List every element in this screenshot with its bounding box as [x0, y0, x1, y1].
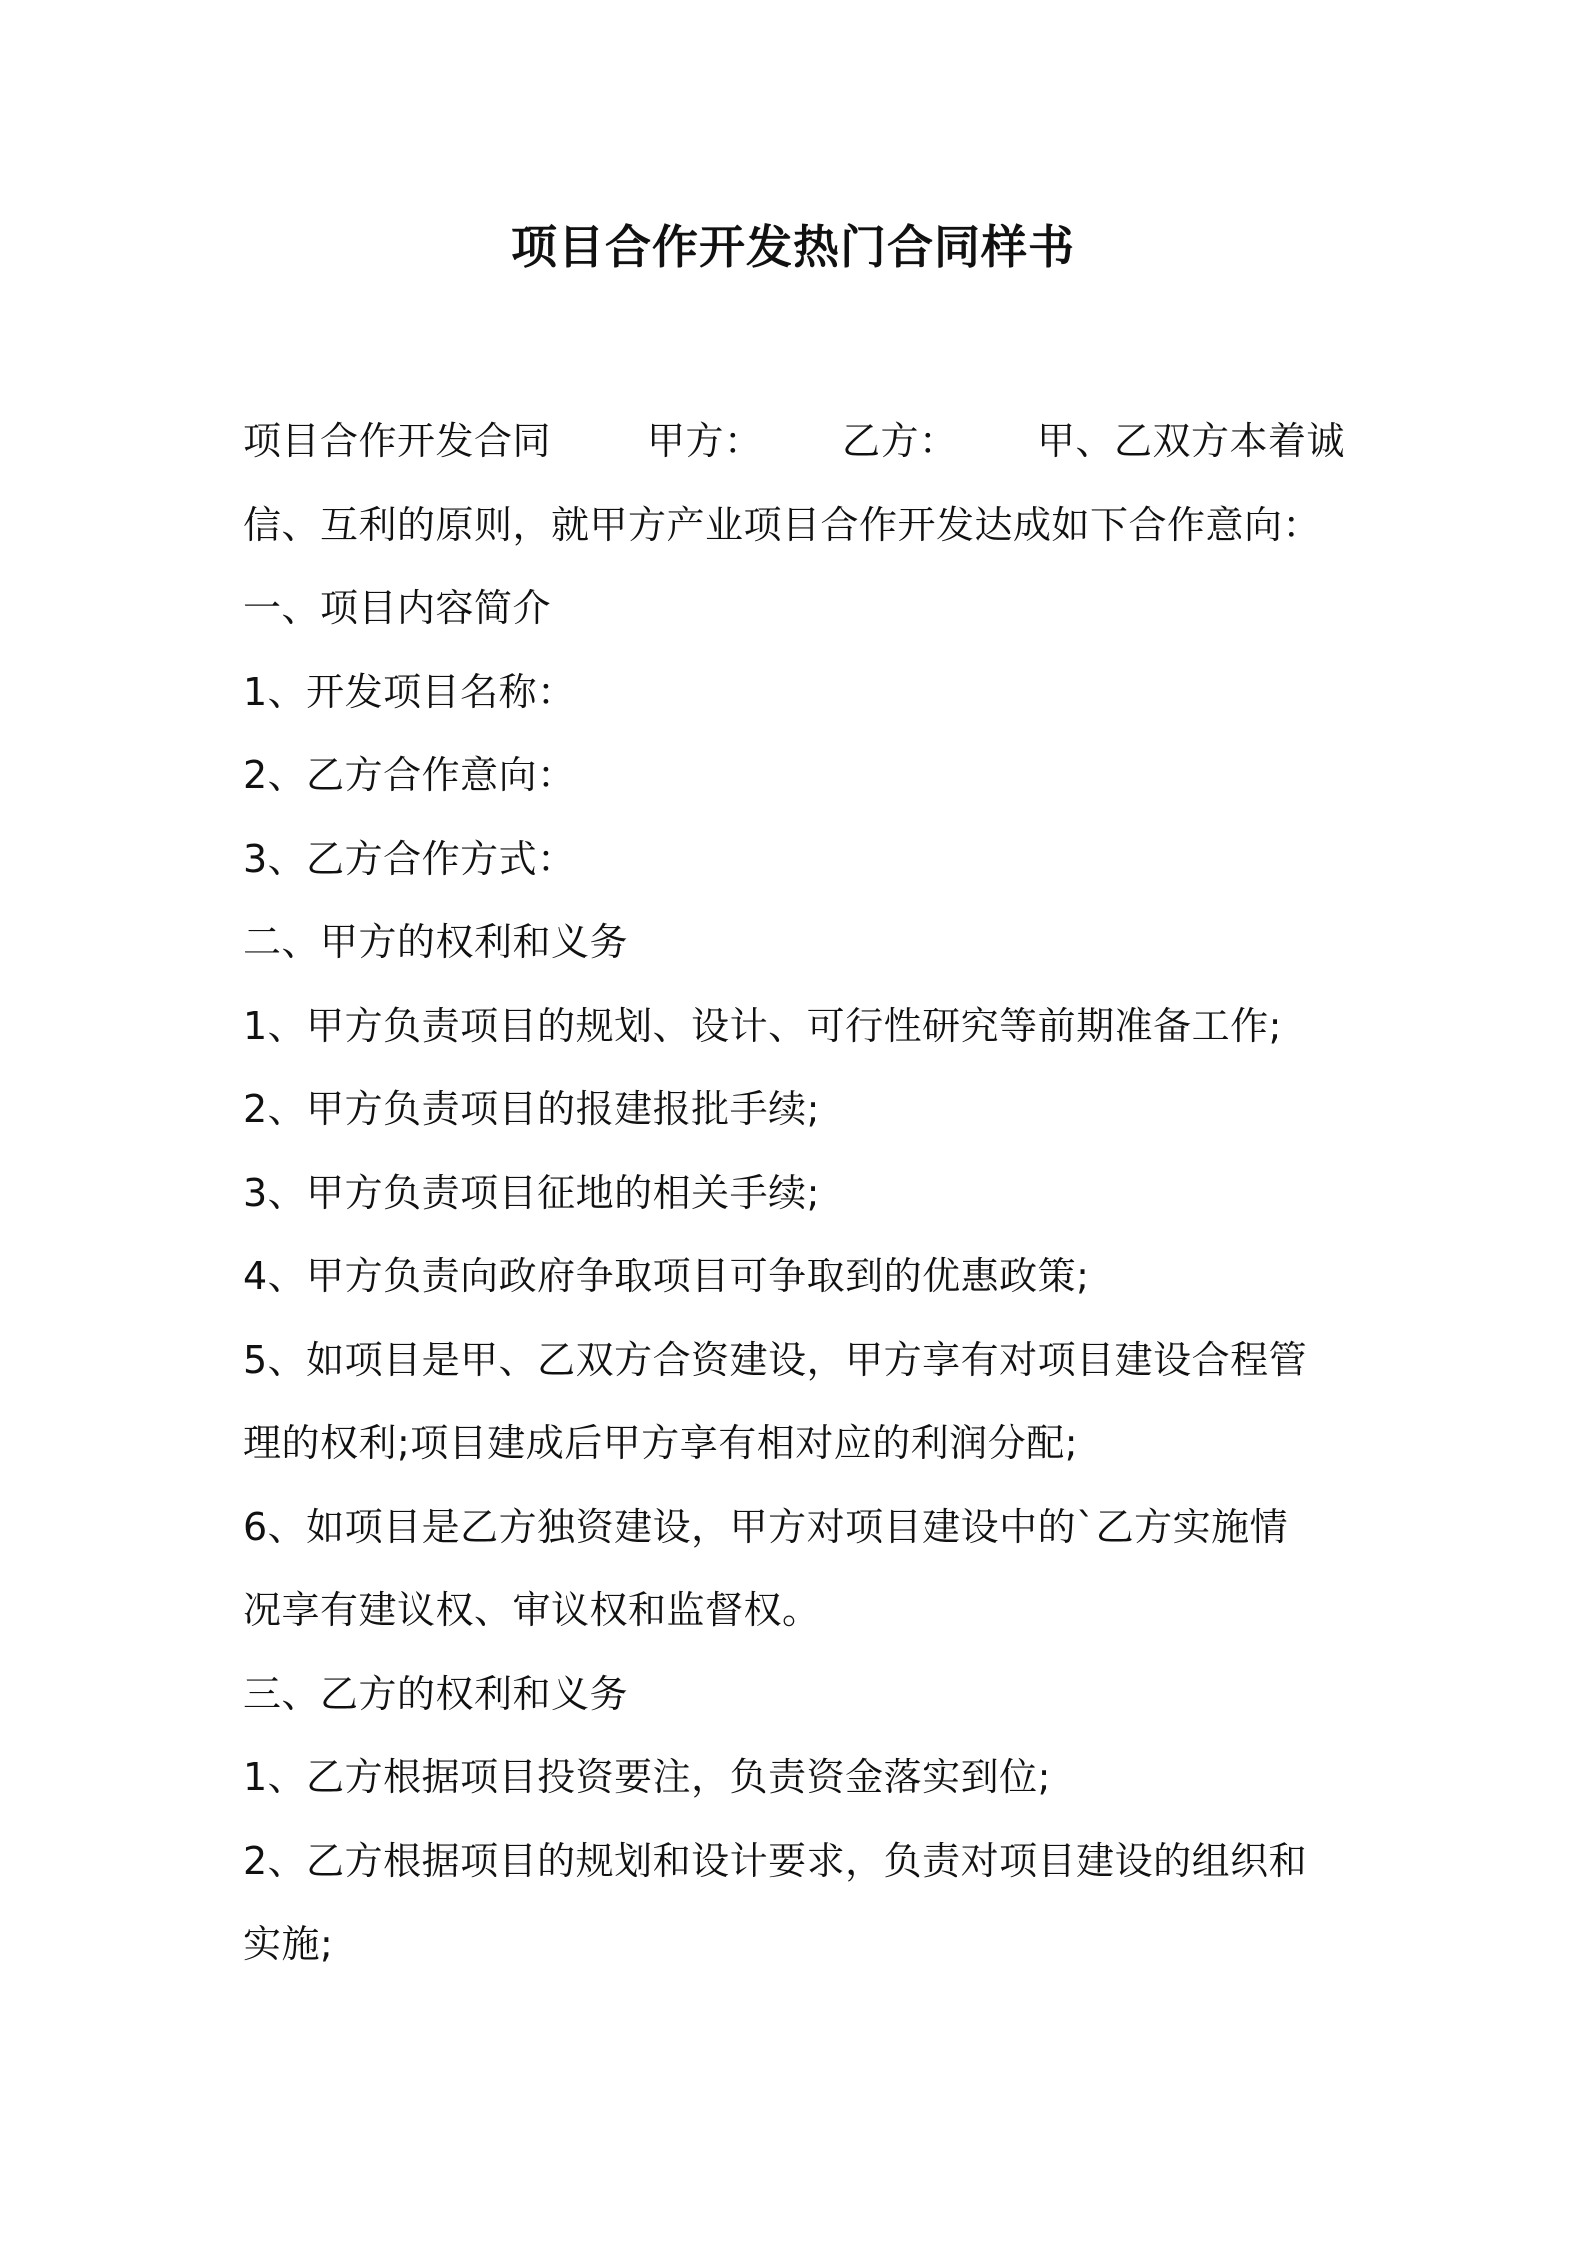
clause-line: 况享有建议权、审议权和监督权。 [243, 1588, 821, 1632]
intro-start: 甲、乙双方本着诚 [1037, 419, 1346, 463]
clause-line: 1、开发项目名称： [243, 669, 576, 714]
clause-line: 实施; [243, 1922, 334, 1966]
document-body [243, 400, 1353, 1987]
clause-line: 2、乙方根据项目的规划和设计要求，负责对项目建设的组织和 [243, 1838, 1308, 1883]
clause-line: 1、甲方负责项目的规划、设计、可行性研究等前期准备工作; [243, 1003, 1282, 1048]
clause-line: 5、如项目是甲、乙双方合资建设，甲方享有对项目建设合程管 [243, 1337, 1308, 1382]
contract-name: 项目合作开发合同 [243, 419, 552, 463]
clause-line: 3、乙方合作方式： [243, 836, 576, 881]
intro-line-2: 信、互利的原则，就甲方产业项目合作开发达成如下合作意向： [243, 502, 1322, 547]
section-heading-2: 二、甲方的权利和义务 [243, 920, 629, 964]
document-title: 项目合作开发热门合同样书 [511, 220, 1075, 274]
section-heading-3: 三、乙方的权利和义务 [243, 1671, 629, 1716]
clause-line: 6、如项目是乙方独资建设，甲方对项目建设中的`乙方实施情 [243, 1504, 1289, 1549]
clause-line: 理的权利;项目建成后甲方享有相对应的利润分配; [243, 1421, 1079, 1465]
clause-line: 4、甲方负责向政府争取项目可争取到的优惠政策; [243, 1254, 1090, 1298]
clause-line: 3、甲方负责项目征地的相关手续; [243, 1170, 820, 1215]
clause-line: 2、甲方负责项目的报建报批手续; [243, 1087, 820, 1131]
intro-line-1 [243, 400, 1353, 484]
clause-line: 2、乙方合作意向： [243, 753, 576, 797]
section-heading-1: 一、项目内容简介 [243, 586, 552, 630]
party-a-label: 甲方： [647, 419, 763, 463]
clause-line: 1、乙方根据项目投资要注，负责资金落实到位; [243, 1755, 1051, 1799]
party-b-label: 乙方： [842, 419, 958, 463]
